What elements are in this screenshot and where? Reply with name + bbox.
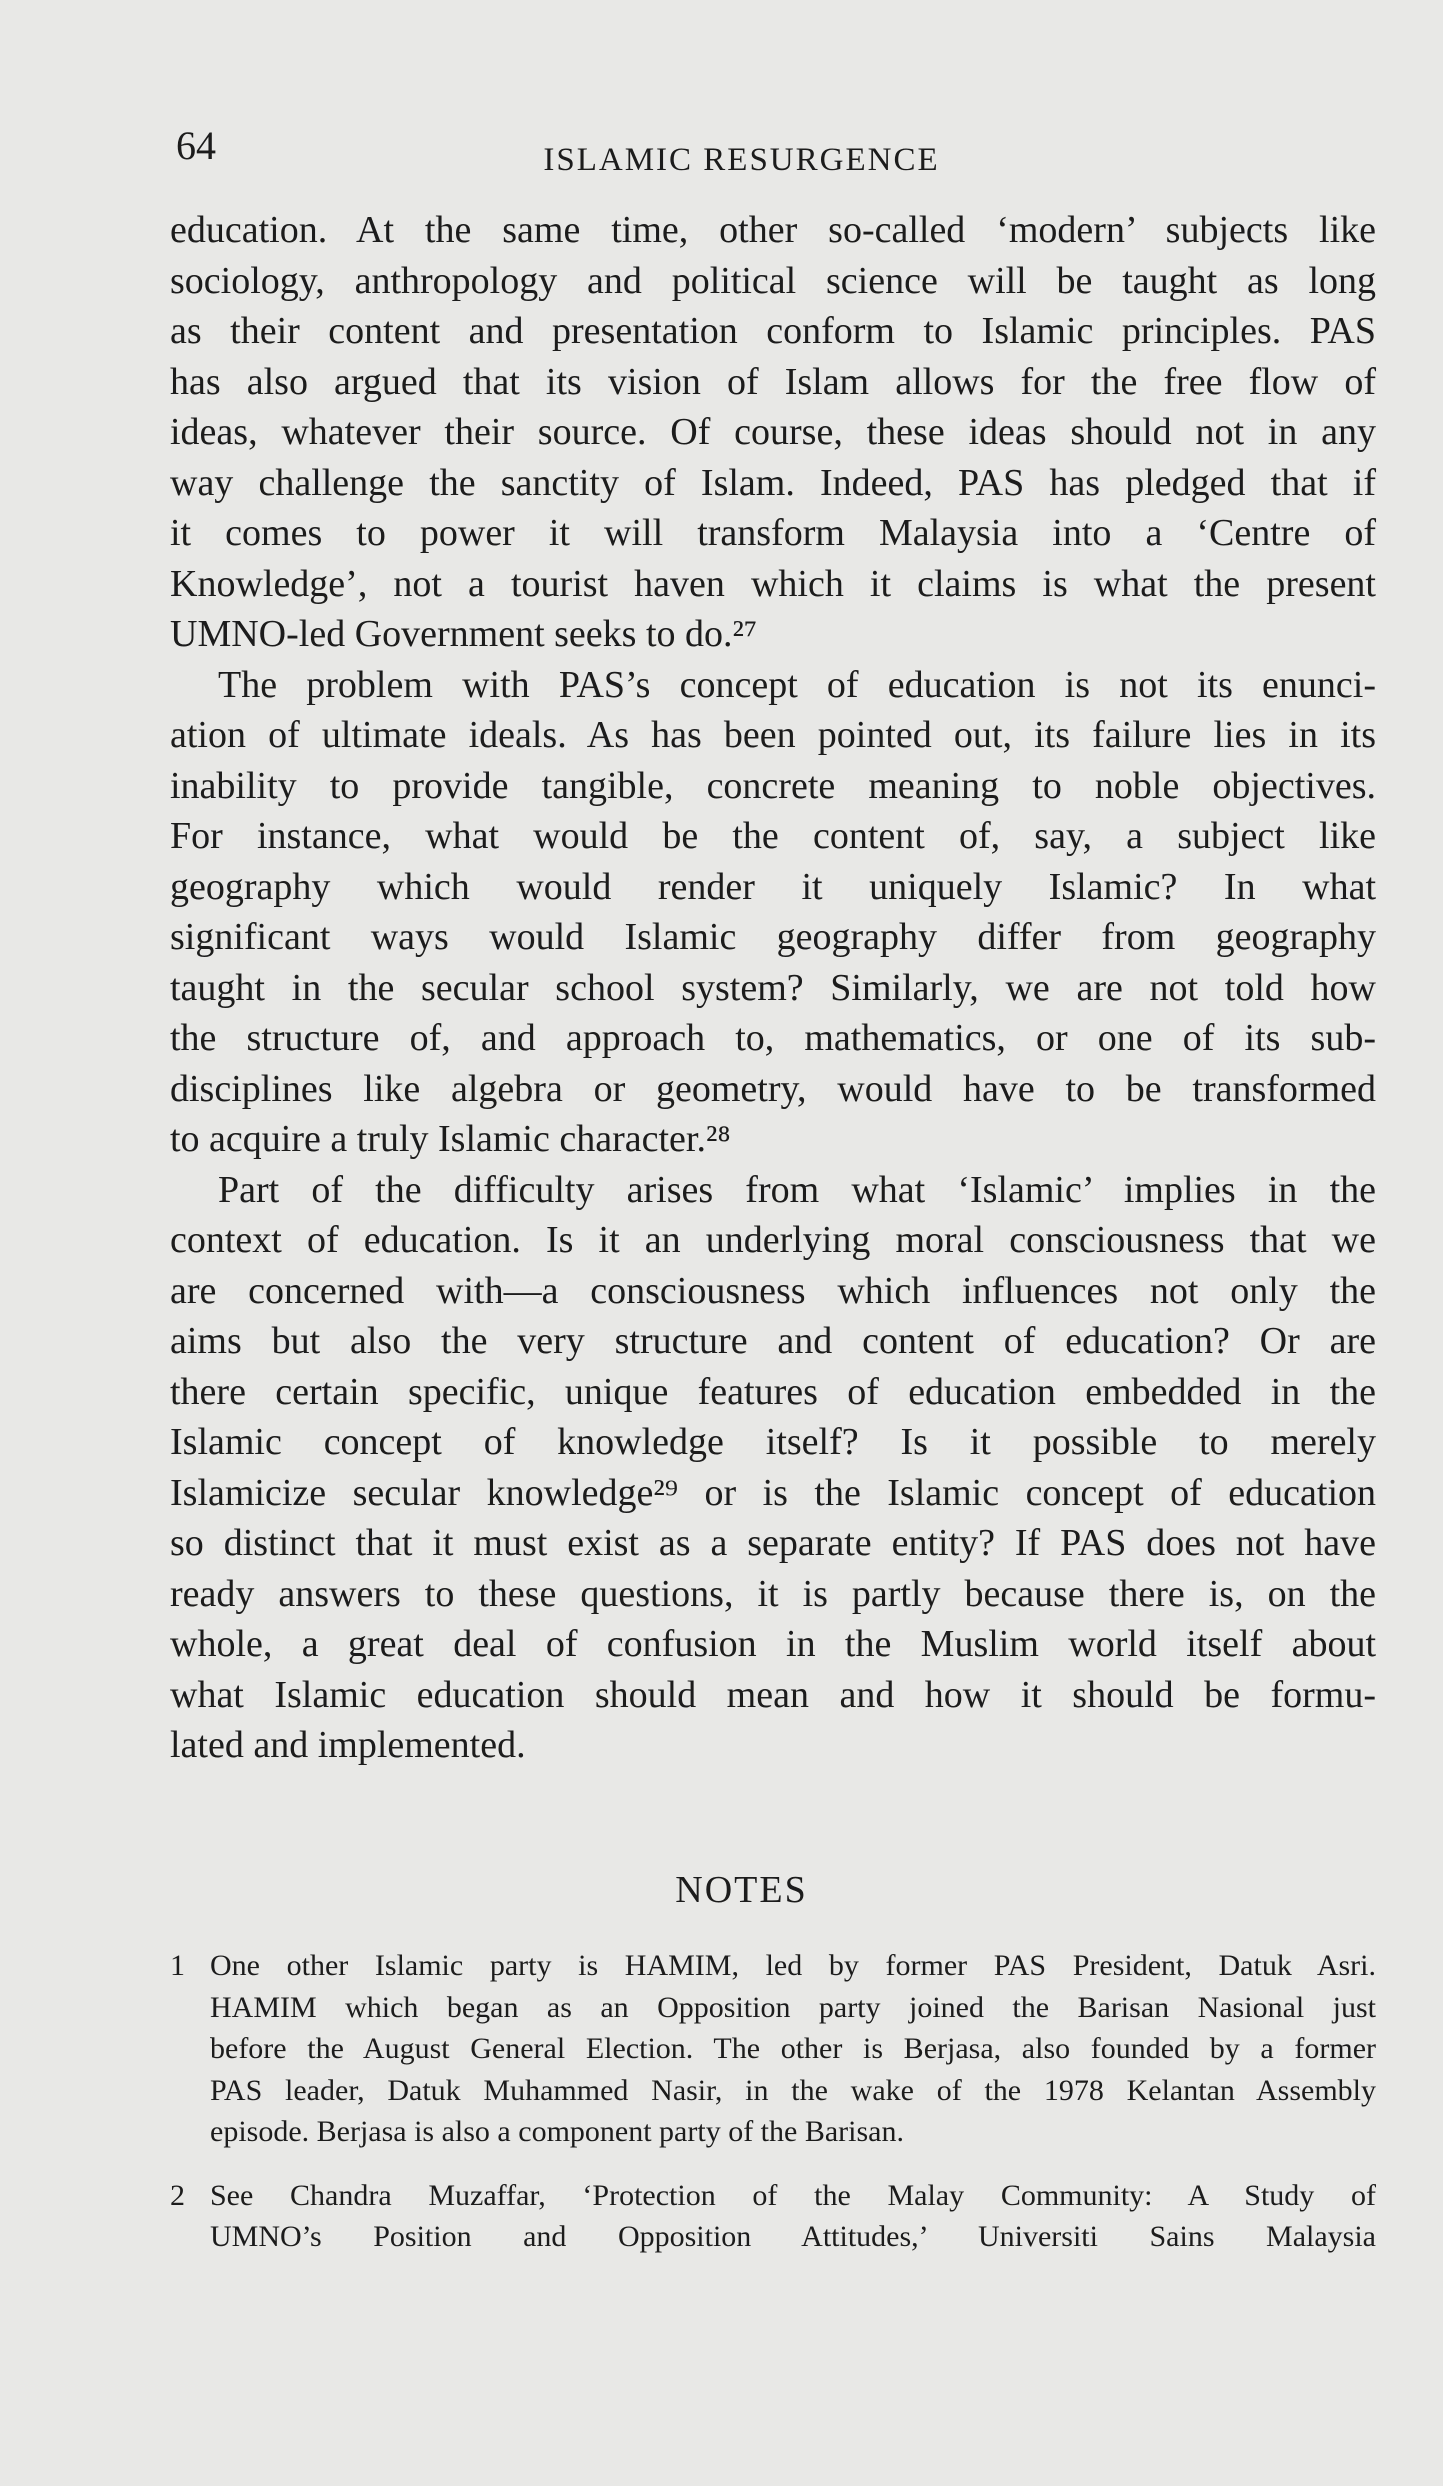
text-line: Part of the difficulty arises from what ‘Islamic’ implies in the [218, 1168, 1376, 1211]
text-line: way challenge the sanctity of Islam. Indeed, PAS has pledged that if [170, 461, 1376, 504]
text-line: it comes to power it will transform Malaysia into a ‘Centre of [170, 512, 1376, 554]
text-line: sociology, anthropology and political science will be taught as long [170, 259, 1376, 302]
text-line: are concerned with—a consciousness which influences not only the [170, 1269, 1376, 1312]
text-line: to acquire a truly Islamic character.²⁸ [170, 1118, 731, 1160]
text-line: has also argued that its vision of Islam allows for the free flow of [170, 360, 1376, 403]
text-line: disciplines like algebra or geometry, would have to be transformed [170, 1067, 1376, 1110]
text-line: Knowledge’, not a tourist haven which it claims is what the present [170, 562, 1376, 605]
text-line: UMNO-led Government seeks to do.²⁷ [170, 613, 758, 655]
text-line: significant ways would Islamic geography differ from geography [170, 916, 1376, 958]
text-line: ation of ultimate ideals. As has been pointed out, its failure lies in its [170, 714, 1376, 756]
text-line: the structure of, and approach to, mathematics, or one of its sub- [170, 1017, 1376, 1059]
text-line: Islamicize secular knowledge²⁹ or is the Islamic concept of education [170, 1471, 1376, 1514]
text-line: inability to provide tangible, concrete meaning to noble objectives. [170, 764, 1376, 807]
text-line: taught in the secular school system? Similarly, we are not told how [170, 966, 1376, 1009]
footnote-line: before the August General Election. The other is Berjasa, also founded by a former [210, 2032, 1376, 2065]
running-head: ISLAMIC RESURGENCE [543, 142, 940, 178]
footnote-number: 1 [170, 1949, 185, 1982]
text-line: context of education. Is it an underlying moral consciousness that we [170, 1219, 1376, 1261]
footnote-line: UMNO’s Position and Opposition Attitudes,’ Universiti Sains Malaysia [210, 2220, 1376, 2253]
text-line: The problem with PAS’s concept of education is not its enunci- [218, 663, 1376, 706]
body-text [170, 205, 1376, 1771]
text-line: ready answers to these questions, it is partly because there is, on the [170, 1572, 1376, 1615]
page-number: 64 [176, 123, 216, 168]
notes-heading: NOTES [675, 1869, 808, 1911]
text-line: aims but also the very structure and content of education? Or are [170, 1320, 1376, 1362]
text-line: as their content and presentation conform to Islamic principles. PAS [170, 310, 1376, 352]
footnote-line: episode. Berjasa is also a component party of the Barisan. [210, 2115, 904, 2148]
footnote-line: One other Islamic party is HAMIM, led by former PAS President, Datuk Asri. [210, 1949, 1376, 1982]
footnote-line: HAMIM which began as an Opposition party joined the Barisan Nasional just [210, 1990, 1376, 2024]
text-line: education. At the same time, other so-called ‘modern’ subjects like [170, 209, 1376, 251]
footnote [170, 1945, 1376, 2153]
text-line: geography which would render it uniquely Islamic? In what [170, 865, 1376, 908]
footnote-number: 2 [170, 2178, 185, 2212]
text-line: what Islamic education should mean and how it should be formu- [170, 1673, 1376, 1716]
paragraph [170, 1165, 1376, 1771]
footnote-line: PAS leader, Datuk Muhammed Nasir, in the wake of the 1978 Kelantan Assembly [210, 2073, 1376, 2107]
text-line: so distinct that it must exist as a separate entity? If PAS does not have [170, 1522, 1376, 1564]
text-line: ideas, whatever their source. Of course, these ideas should not in any [170, 411, 1376, 453]
footnote [170, 2175, 1376, 2258]
footnote-line: See Chandra Muzaffar, ‘Protection of the Malay Community: A Study of [210, 2178, 1376, 2212]
text-line: there certain specific, unique features of education embedded in the [170, 1370, 1376, 1413]
text-line: whole, a great deal of confusion in the Muslim world itself about [170, 1623, 1376, 1665]
notes-section [170, 1945, 1376, 2280]
paragraph [170, 660, 1376, 1165]
text-line: Islamic concept of knowledge itself? Is it possible to merely [170, 1421, 1376, 1463]
text-line: For instance, what would be the content of, say, a subject like [170, 815, 1376, 857]
paragraph [170, 205, 1376, 660]
text-line: lated and implemented. [170, 1724, 526, 1766]
